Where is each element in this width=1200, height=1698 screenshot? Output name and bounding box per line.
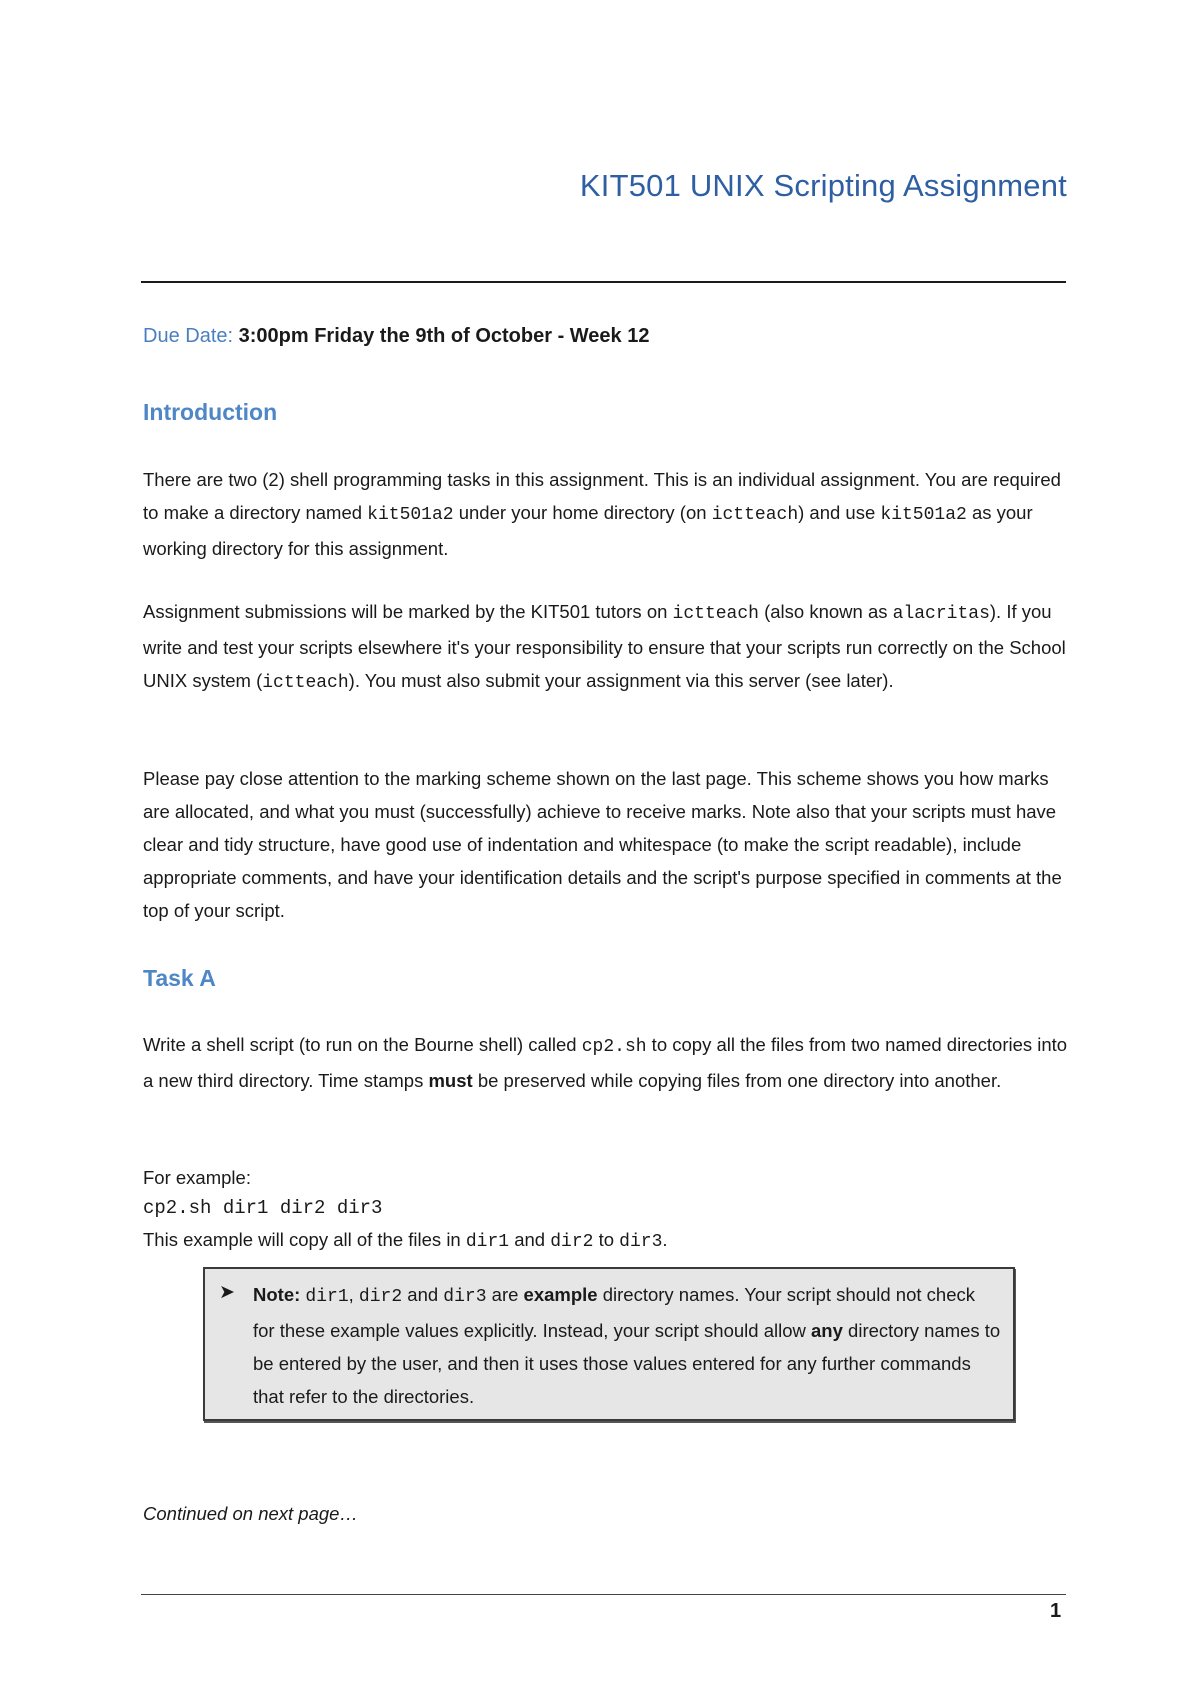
emphasis-example: example bbox=[523, 1284, 598, 1305]
text: ). If you write and test your scripts elsewhere it's your responsibility to ensure that your scripts run correctly on the School UNIX system ( bbox=[143, 601, 1066, 691]
text: to bbox=[593, 1229, 620, 1250]
footer-divider bbox=[141, 1594, 1066, 1595]
emphasis-must: must bbox=[428, 1070, 473, 1091]
emphasis-any: any bbox=[811, 1320, 843, 1341]
code-kit501a2: kit501a2 bbox=[367, 505, 454, 525]
code-dir1: dir1 bbox=[465, 1232, 510, 1252]
text: and bbox=[402, 1284, 444, 1305]
due-date-value: 3:00pm Friday the 9th of October - Week 12 bbox=[238, 325, 650, 347]
code-ictteach: ictteach bbox=[711, 505, 799, 525]
code-dir3: dir3 bbox=[443, 1287, 487, 1307]
due-date bbox=[143, 325, 649, 348]
text: to copy all the files from two named directories into a new third directory. Time stamps bbox=[143, 1034, 1068, 1091]
intro-paragraph-2 bbox=[143, 595, 1071, 700]
text: , bbox=[348, 1284, 359, 1305]
example-description bbox=[143, 1223, 1071, 1259]
text: directory names. Your script should not check for these example values explicitly. Instead, your script should allow bbox=[253, 1284, 975, 1341]
task-a-paragraph bbox=[143, 1028, 1071, 1097]
code-ictteach: ictteach bbox=[262, 673, 349, 693]
title-divider bbox=[141, 281, 1066, 283]
text: Write a shell script (to run on the Bourne shell) called bbox=[143, 1034, 582, 1055]
note-label: Note: bbox=[253, 1284, 301, 1305]
due-date-label: Due Date: bbox=[143, 325, 234, 347]
continued-note: Continued on next page… bbox=[143, 1503, 358, 1524]
code-kit501a2: kit501a2 bbox=[880, 505, 967, 525]
text: under your home directory (on bbox=[453, 502, 712, 523]
example-command: cp2.sh dir1 dir2 dir3 bbox=[143, 1197, 383, 1219]
note-box bbox=[203, 1267, 1015, 1421]
code-dir1: dir1 bbox=[305, 1287, 349, 1307]
introduction-heading: Introduction bbox=[143, 399, 278, 425]
intro-paragraph-1 bbox=[143, 463, 1071, 565]
text: as your working directory for this assignment. bbox=[143, 502, 1033, 559]
code-alacritas: alacritas bbox=[892, 604, 990, 624]
code-dir2: dir2 bbox=[550, 1232, 594, 1252]
text: This example will copy all of the files in bbox=[143, 1229, 466, 1250]
arrow-bullet-icon: ➤ bbox=[219, 1282, 235, 1303]
intro-paragraph-3: Please pay close attention to the marking scheme shown on the last page. This scheme shows you how marks are allocated, and what you must (successfully) achieve to receive marks. Note also that your scripts must have clear and tidy structure, have good use of indentation and whitespace (to make the script readable), include appropriate comments, and have your identification details and the script's purpose specified in comments at the top of your script. bbox=[143, 768, 1062, 921]
code-ictteach: ictteach bbox=[672, 604, 759, 624]
text: are bbox=[486, 1284, 524, 1305]
code-dir2: dir2 bbox=[358, 1287, 403, 1307]
text: . bbox=[662, 1229, 668, 1250]
document-title: KIT501 UNIX Scripting Assignment bbox=[579, 168, 1067, 203]
text: ). You must also submit your assignment via this server (see later). bbox=[348, 670, 894, 691]
text: Assignment submissions will be marked by the KIT501 tutors on bbox=[143, 601, 673, 622]
text: directory names to be entered by the user, and then it uses those values entered for any further commands that refer to the directories. bbox=[253, 1320, 1001, 1407]
task-a-heading: Task A bbox=[143, 965, 216, 991]
code-dir3: dir3 bbox=[619, 1232, 663, 1252]
text: be preserved while copying files from one directory into another. bbox=[472, 1070, 1002, 1091]
text: and bbox=[509, 1229, 551, 1250]
text: ) and use bbox=[798, 502, 881, 523]
text: (also known as bbox=[758, 601, 893, 622]
note-text bbox=[253, 1278, 1001, 1413]
page-number: 1 bbox=[1050, 1600, 1062, 1622]
text: There are two (2) shell programming tasks in this assignment. This is an individual assignment. You are required to make a directory named bbox=[143, 469, 1061, 523]
code-cp2-sh: cp2.sh bbox=[581, 1037, 647, 1057]
example-label: For example: bbox=[143, 1167, 251, 1188]
